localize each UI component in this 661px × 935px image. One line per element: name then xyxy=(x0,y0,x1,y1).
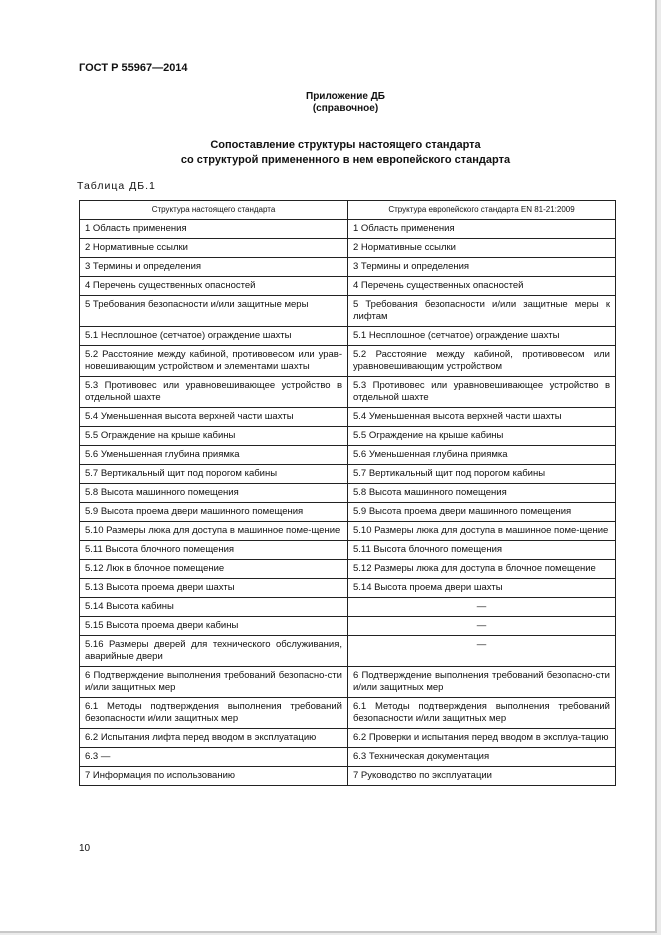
table-row xyxy=(80,220,616,239)
cell-this-standard: 5.4 Уменьшенная высота верхней части шахты xyxy=(80,408,348,427)
cell-european-standard: 7 Руководство по эксплуатации xyxy=(348,767,616,786)
column-header-european-standard: Структура европейского стандарта EN 81-21:2009 xyxy=(348,201,616,220)
cell-this-standard: 5.14 Высота кабины xyxy=(80,598,348,617)
cell-european-standard: 5.4 Уменьшенная высота верхней части шахты xyxy=(348,408,616,427)
section-title-line-2: со структурой примененного в нем европейского стандарта xyxy=(180,154,511,166)
cell-european-standard: — xyxy=(348,598,616,617)
cell-european-standard: 5.14 Высота проема двери шахты xyxy=(348,579,616,598)
table-row xyxy=(80,239,616,258)
cell-european-standard: 5.2 Расстояние между кабиной, противовесом или уравновешивающим устройством xyxy=(348,346,616,377)
cell-this-standard: 5.10 Размеры люка для доступа в машинное поме-щение xyxy=(80,522,348,541)
section-title-line-1: Сопоставление структуры настоящего стандарта xyxy=(210,139,481,151)
table-row xyxy=(80,522,616,541)
document-code: ГОСТ Р 55967—2014 xyxy=(79,62,188,74)
table-row xyxy=(80,729,616,748)
table-row xyxy=(80,541,616,560)
cell-this-standard: 6.1 Методы подтверждения выполнения требований безопасности и/или защитных мер xyxy=(80,698,348,729)
cell-european-standard: — xyxy=(348,636,616,667)
table-row xyxy=(80,427,616,446)
cell-this-standard: 5.9 Высота проема двери машинного помещения xyxy=(80,503,348,522)
cell-this-standard: 5.7 Вертикальный щит под порогом кабины xyxy=(80,465,348,484)
cell-european-standard: 5.10 Размеры люка для доступа в машинное поме-щение xyxy=(348,522,616,541)
cell-european-standard: 2 Нормативные ссылки xyxy=(348,239,616,258)
column-header-this-standard: Структура настоящего стандарта xyxy=(80,201,348,220)
table-row xyxy=(80,617,616,636)
cell-european-standard: 5.3 Противовес или уравновешивающее устройство в отдельной шахте xyxy=(348,377,616,408)
cell-this-standard: 5.11 Высота блочного помещения xyxy=(80,541,348,560)
cell-european-standard: 4 Перечень существенных опасностей xyxy=(348,277,616,296)
cell-this-standard: 5.1 Несплошное (сетчатое) ограждение шахты xyxy=(80,327,348,346)
cell-european-standard: 5.6 Уменьшенная глубина приямка xyxy=(348,446,616,465)
cell-european-standard: 3 Термины и определения xyxy=(348,258,616,277)
table-row xyxy=(80,484,616,503)
cell-this-standard: 7 Информация по использованию xyxy=(80,767,348,786)
cell-this-standard: 5.16 Размеры дверей для технического обслуживания, аварийные двери xyxy=(80,636,348,667)
cell-european-standard: 6.3 Техническая документация xyxy=(348,748,616,767)
cell-european-standard: 6.1 Методы подтверждения выполнения требований безопасности и/или защитных мер xyxy=(348,698,616,729)
cell-european-standard: 5.5 Ограждение на крыше кабины xyxy=(348,427,616,446)
cell-this-standard: 5.3 Противовес или уравновешивающее устройство в отдельной шахте xyxy=(80,377,348,408)
table-header-row xyxy=(80,201,616,220)
table-row xyxy=(80,598,616,617)
cell-european-standard: — xyxy=(348,617,616,636)
cell-european-standard: 5.12 Размеры люка для доступа в блочное помещение xyxy=(348,560,616,579)
cell-this-standard: 6.2 Испытания лифта перед вводом в эксплуатацию xyxy=(80,729,348,748)
comparison-table xyxy=(79,200,616,786)
cell-this-standard: 5.8 Высота машинного помещения xyxy=(80,484,348,503)
cell-european-standard: 5.8 Высота машинного помещения xyxy=(348,484,616,503)
table-row xyxy=(80,767,616,786)
cell-european-standard: 5.11 Высота блочного помещения xyxy=(348,541,616,560)
cell-this-standard: 6 Подтверждение выполнения требований безопасно-сти и/или защитных мер xyxy=(80,667,348,698)
cell-this-standard: 3 Термины и определения xyxy=(80,258,348,277)
table-row xyxy=(80,560,616,579)
table-row xyxy=(80,748,616,767)
table-row xyxy=(80,258,616,277)
cell-this-standard: 5.2 Расстояние между кабиной, противовесом или урав-новешивающим устройством и элементами шахты xyxy=(80,346,348,377)
table-row xyxy=(80,327,616,346)
table-row xyxy=(80,446,616,465)
table-row xyxy=(80,698,616,729)
table-row xyxy=(80,579,616,598)
cell-european-standard: 5.7 Вертикальный щит под порогом кабины xyxy=(348,465,616,484)
table-row xyxy=(80,667,616,698)
table-row xyxy=(80,465,616,484)
table-row xyxy=(80,503,616,522)
table-row xyxy=(80,277,616,296)
table-row xyxy=(80,346,616,377)
cell-this-standard: 2 Нормативные ссылки xyxy=(80,239,348,258)
cell-this-standard: 5.5 Ограждение на крыше кабины xyxy=(80,427,348,446)
cell-european-standard: 5.1 Несплошное (сетчатое) ограждение шахты xyxy=(348,327,616,346)
cell-european-standard: 5.9 Высота проема двери машинного помещения xyxy=(348,503,616,522)
cell-european-standard: 6 Подтверждение выполнения требований безопасно-сти и/или защитных мер xyxy=(348,667,616,698)
cell-this-standard: 5.6 Уменьшенная глубина приямка xyxy=(80,446,348,465)
appendix-title: Приложение ДБ xyxy=(306,91,385,102)
cell-this-standard: 5.13 Высота проема двери шахты xyxy=(80,579,348,598)
table-row xyxy=(80,636,616,667)
cell-this-standard: 5.15 Высота проема двери кабины xyxy=(80,617,348,636)
appendix-subtitle: (справочное) xyxy=(312,103,379,114)
section-title xyxy=(0,138,655,168)
table-row xyxy=(80,408,616,427)
cell-this-standard: 1 Область применения xyxy=(80,220,348,239)
cell-this-standard: 4 Перечень существенных опасностей xyxy=(80,277,348,296)
table-row xyxy=(80,377,616,408)
table-row xyxy=(80,296,616,327)
appendix-heading xyxy=(0,91,655,115)
cell-european-standard: 6.2 Проверки и испытания перед вводом в эксплуа-тацию xyxy=(348,729,616,748)
page-number: 10 xyxy=(79,843,91,854)
cell-european-standard: 5 Требования безопасности и/или защитные меры к лифтам xyxy=(348,296,616,327)
cell-this-standard: 5 Требования безопасности и/или защитные меры xyxy=(80,296,348,327)
table-caption: Таблица ДБ.1 xyxy=(77,180,156,192)
cell-european-standard: 1 Область применения xyxy=(348,220,616,239)
cell-this-standard: 5.12 Люк в блочное помещение xyxy=(80,560,348,579)
cell-this-standard: 6.3 — xyxy=(80,748,348,767)
